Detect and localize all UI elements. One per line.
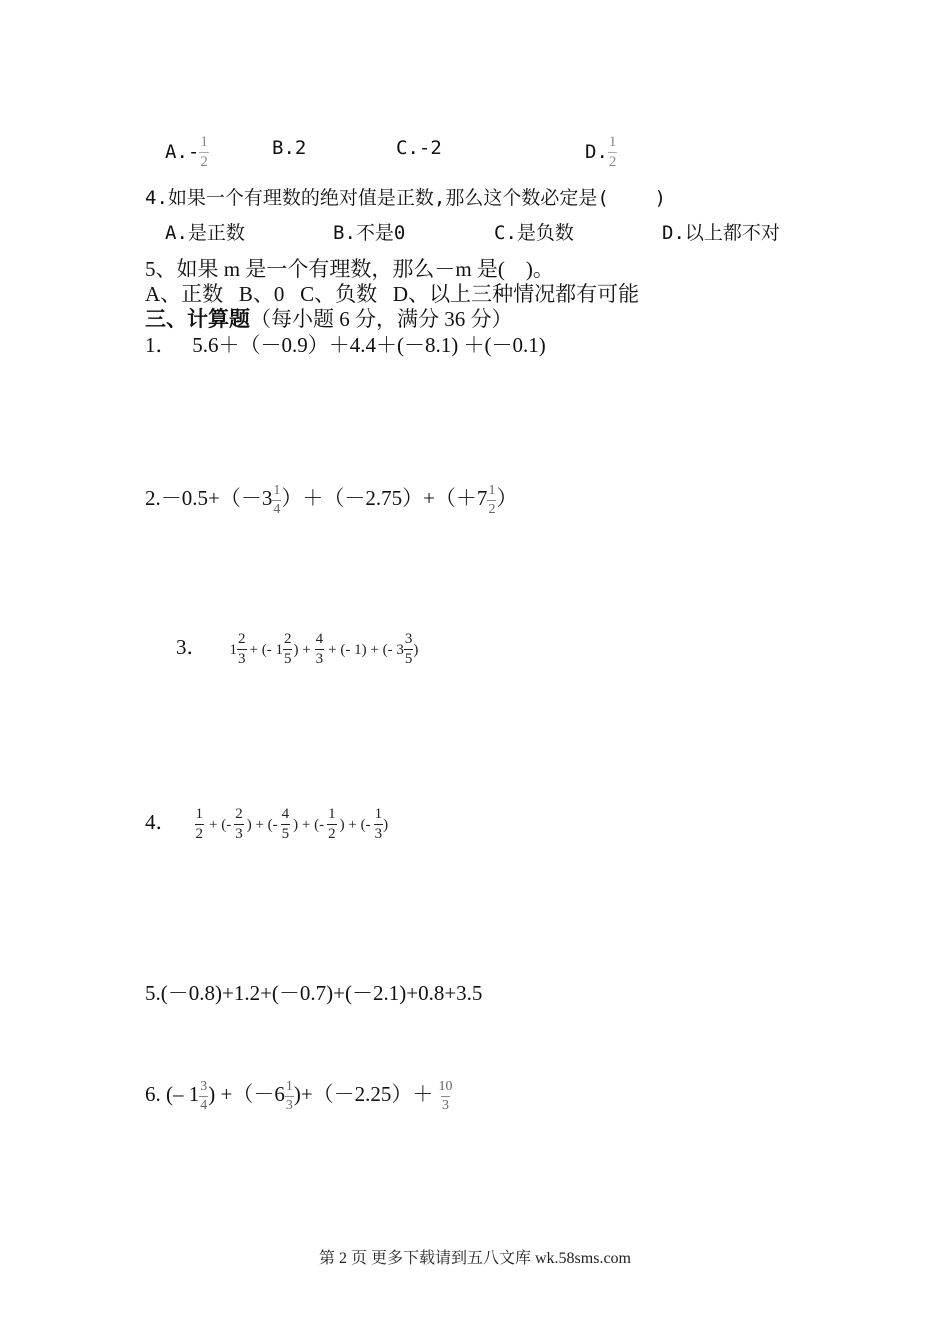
denominator: 3 (441, 1097, 449, 1113)
denominator: 2 (488, 501, 496, 517)
fraction (327, 807, 337, 842)
problem-1: 1． 5.6＋（－0.9）＋4.4＋(－8.1) ＋(－0.1) (145, 333, 546, 357)
expr-text: ) + (- (246, 817, 278, 833)
problem-6 (145, 1078, 453, 1113)
expr-text: ) (383, 817, 389, 833)
expr-text: )+（－2.25）＋ (293, 1082, 434, 1106)
numerator: 1 (328, 805, 336, 822)
numerator: 1 (200, 134, 208, 150)
fraction (285, 1080, 294, 1113)
problem-2 (145, 482, 517, 517)
denominator: 5 (404, 650, 413, 667)
denominator: 3 (238, 650, 246, 667)
q4-stem: 4.如果一个有理数的绝对值是正数,那么这个数必定是( ) (145, 187, 666, 209)
problem-5: 5.(－0.8)+1.2+(－0.7)+(－2.1)+0.8+3.5 (145, 981, 483, 1005)
section-note: （每小题 6 分，满分 36 分） (250, 307, 513, 331)
q4-option-d[interactable]: D.以上都不对 (662, 222, 780, 244)
numerator: 4 (281, 805, 290, 822)
numerator: 1 (488, 482, 496, 498)
expr-text: 6. (– 1 (145, 1082, 200, 1106)
expr-text: 2.－0.5+（－3 (145, 486, 273, 510)
numerator: 1 (273, 482, 281, 498)
numerator: 3 (404, 630, 413, 647)
expr-text: ） (496, 486, 518, 510)
expr-text: ) +（－6 (208, 1082, 285, 1106)
numerator: 2 (238, 630, 246, 647)
expr-text: + (- 1 (249, 642, 283, 658)
fraction (283, 632, 293, 667)
numerator: 1 (374, 805, 383, 822)
q3-option-b[interactable]: B.2 (272, 137, 307, 159)
denominator: 5 (283, 650, 292, 667)
expr-text: + (- (209, 817, 232, 833)
q3-option-d-prefix: D. (585, 141, 608, 163)
problem-3 (176, 631, 418, 667)
q4-option-b[interactable]: B.不是0 (333, 222, 406, 244)
denominator: 2 (608, 154, 617, 170)
denominator: 4 (200, 1097, 208, 1113)
numerator: 2 (235, 805, 243, 822)
denominator: 4 (273, 501, 281, 517)
numerator: 1 (608, 134, 617, 150)
denominator: 2 (200, 154, 208, 170)
fraction (404, 632, 414, 667)
numerator: 3 (200, 1078, 208, 1094)
denominator: 3 (315, 650, 324, 667)
expr-text: 1 (229, 642, 237, 658)
denominator: 2 (195, 825, 203, 842)
denominator: 3 (374, 825, 383, 842)
denominator: 3 (235, 825, 243, 842)
q3-option-a-prefix: A.- (165, 141, 200, 163)
numerator: 4 (315, 630, 324, 647)
q3-option-a[interactable] (165, 135, 209, 170)
fraction (281, 807, 291, 842)
denominator: 2 (328, 825, 336, 842)
q5-options: A、正数 B、0 C、负数 D、以上三种情况都有可能 (145, 282, 640, 306)
q3-option-c[interactable]: C.-2 (396, 137, 442, 159)
q4-option-c[interactable]: C.是负数 (494, 222, 574, 244)
fraction (315, 632, 325, 667)
fraction (199, 135, 209, 170)
fraction (437, 1080, 453, 1113)
fraction (195, 807, 205, 842)
denominator: 3 (285, 1097, 293, 1113)
expr-text: ) + (- (339, 817, 371, 833)
problem-4 (145, 806, 388, 842)
numerator: 1 (195, 805, 203, 822)
denominator: 5 (281, 825, 290, 842)
page-footer: 第 2 页 更多下载请到五八文库 wk.58sms.com (318, 1250, 631, 1267)
section-title: 三、计算题 (145, 307, 250, 331)
numerator: 2 (283, 630, 292, 647)
fraction (608, 135, 618, 170)
expr-text: ）＋（－2.75）+（＋7 (281, 486, 488, 510)
q3-option-d[interactable] (585, 135, 617, 170)
fraction (374, 807, 384, 842)
problem-label: 4． (145, 810, 177, 834)
fraction (234, 807, 244, 842)
expr-text: ) (413, 642, 419, 658)
expr-text: ) + (293, 642, 311, 658)
numerator: 1 (285, 1078, 293, 1094)
expr-text: + (- 1) + (- 3 (328, 642, 404, 658)
q5-stem: 5、如果 m 是一个有理数，那么－m 是( )。 (145, 257, 554, 281)
expr-text: ) + (- (293, 817, 325, 833)
problem-label: 3． (176, 635, 208, 659)
q4-option-a[interactable]: A.是正数 (165, 222, 245, 244)
fraction (272, 484, 281, 517)
fraction (199, 1080, 208, 1113)
fraction (237, 632, 247, 667)
numerator: 10 (438, 1078, 453, 1094)
